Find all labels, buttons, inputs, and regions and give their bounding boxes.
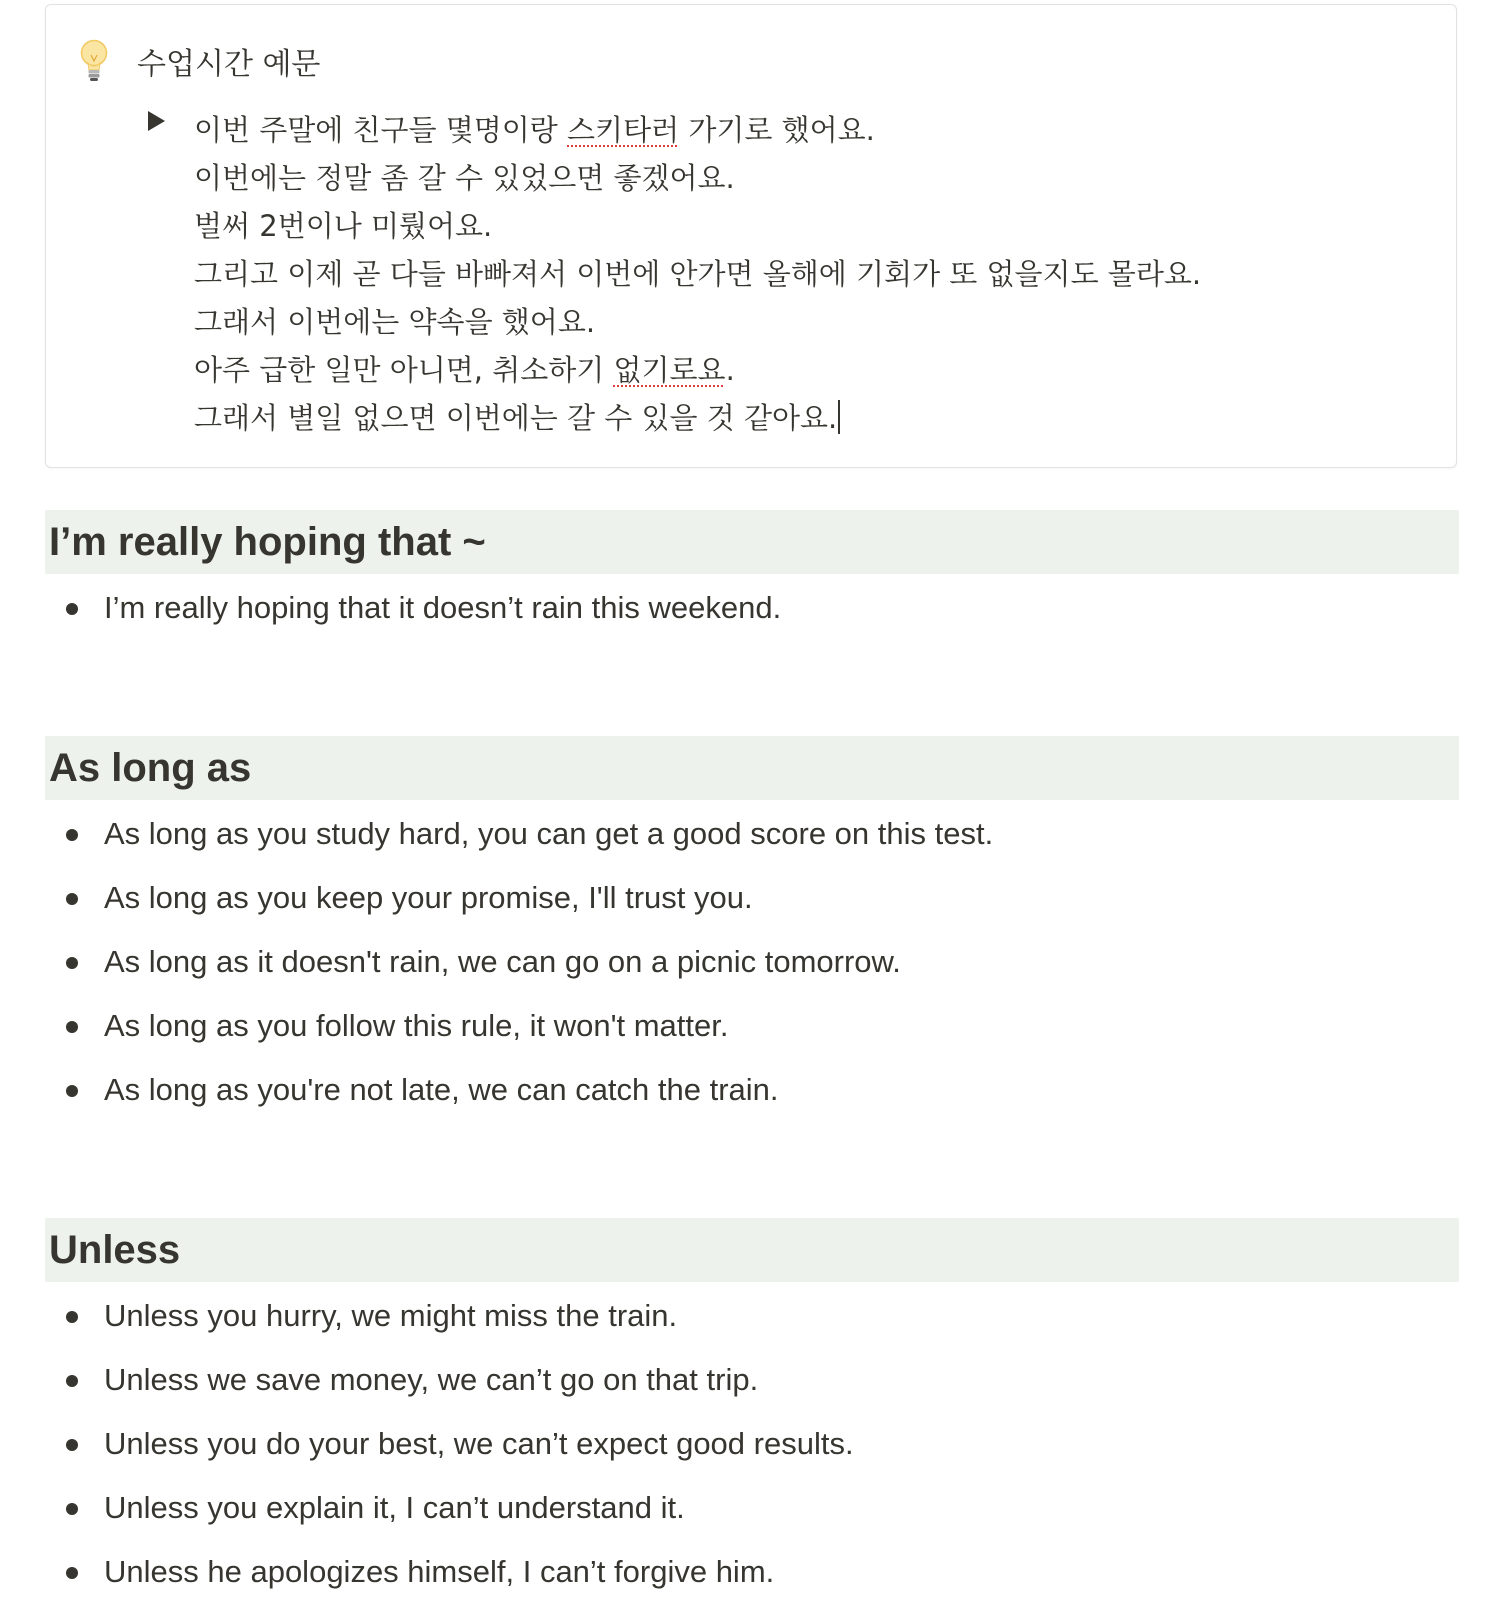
lightbulb-icon [79,39,109,85]
bullet-dot-icon [66,957,78,969]
list-item[interactable] [45,994,1459,1058]
bullet-dot-icon [66,1567,78,1579]
list-item-text: As long as you keep your promise, I'll trust you. [104,880,753,915]
list-item[interactable] [45,802,1459,866]
bullet-list [45,1284,1459,1604]
bullet-dot-icon [66,1375,78,1387]
toggle-line-text: 아주 급한 일만 아니면, 취소하기 [194,353,614,387]
list-item-text: Unless we save money, we can’t go on that trip. [104,1362,759,1397]
bullet-dot-icon [66,829,78,841]
bullet-dot-icon [66,1085,78,1097]
list-item[interactable] [45,1412,1459,1476]
list-item-text: Unless you hurry, we might miss the train. [104,1298,678,1333]
toggle-line-text: 벌써 2번이나 미뤘어요. [194,209,493,243]
list-item[interactable] [45,930,1459,994]
toggle-content[interactable] [194,106,1201,442]
list-item-text: I’m really hoping that it doesn’t rain this weekend. [104,590,782,625]
toggle-line-text: 이번 주말에 친구들 몇명이랑 [194,113,568,147]
callout-title[interactable]: 수업시간 예문 [137,47,321,82]
section-heading[interactable]: Unless [45,1218,1459,1282]
bullet-dot-icon [66,603,78,615]
toggle-line[interactable] [194,298,1201,346]
section-heading[interactable]: I’m really hoping that ~ [45,510,1459,574]
bullet-list [45,576,1459,640]
toggle-line[interactable] [194,394,1201,442]
bullet-dot-icon [66,1311,78,1323]
toggle-line[interactable] [194,202,1201,250]
list-item[interactable] [45,1476,1459,1540]
bullet-dot-icon [66,1439,78,1451]
bullet-list [45,802,1459,1122]
bullet-dot-icon [66,893,78,905]
list-item-text: As long as you study hard, you can get a good score on this test. [104,816,994,851]
section-heading[interactable]: As long as [45,736,1459,800]
toggle-line[interactable] [194,346,1201,394]
callout-block[interactable] [45,4,1457,468]
list-item[interactable] [45,576,1459,640]
toggle-line-text: 그래서 이번에는 약속을 했어요. [194,305,596,339]
toggle-line-text: 가기로 했어요. [679,113,875,147]
toggle-line[interactable] [194,250,1201,298]
list-item-text: As long as you're not late, we can catch the train. [104,1072,779,1107]
list-item-text: Unless you explain it, I can’t understand it. [104,1490,685,1525]
bullet-dot-icon [66,1021,78,1033]
toggle-line-text: 이번에는 정말 좀 갈 수 있었으면 좋겠어요. [194,161,735,195]
list-item-text: Unless he apologizes himself, I can’t forgive him. [104,1554,775,1589]
list-item[interactable] [45,1540,1459,1604]
text-cursor [838,400,840,434]
list-item-text: Unless you do your best, we can’t expect good results. [104,1426,854,1461]
toggle-line[interactable] [194,154,1201,202]
list-item[interactable] [45,1284,1459,1348]
toggle-line[interactable] [194,106,1201,154]
list-item[interactable] [45,1348,1459,1412]
toggle-triangle-icon[interactable] [148,111,165,131]
list-item-text: As long as it doesn't rain, we can go on a picnic tomorrow. [104,944,901,979]
list-item-text: As long as you follow this rule, it won't matter. [104,1008,729,1043]
toggle-line-text: . [725,353,735,387]
spellcheck-marked-word[interactable]: 스키타러 [567,113,680,147]
list-item[interactable] [45,866,1459,930]
bullet-dot-icon [66,1503,78,1515]
toggle-line-text: 그래서 별일 없으면 이번에는 갈 수 있을 것 같아요. [194,401,838,435]
list-item[interactable] [45,1058,1459,1122]
toggle-line-text: 그리고 이제 곧 다들 바빠져서 이번에 안가면 올해에 기회가 또 없을지도 몰라요. [194,257,1202,291]
spellcheck-marked-word[interactable]: 없기로요 [613,353,726,387]
